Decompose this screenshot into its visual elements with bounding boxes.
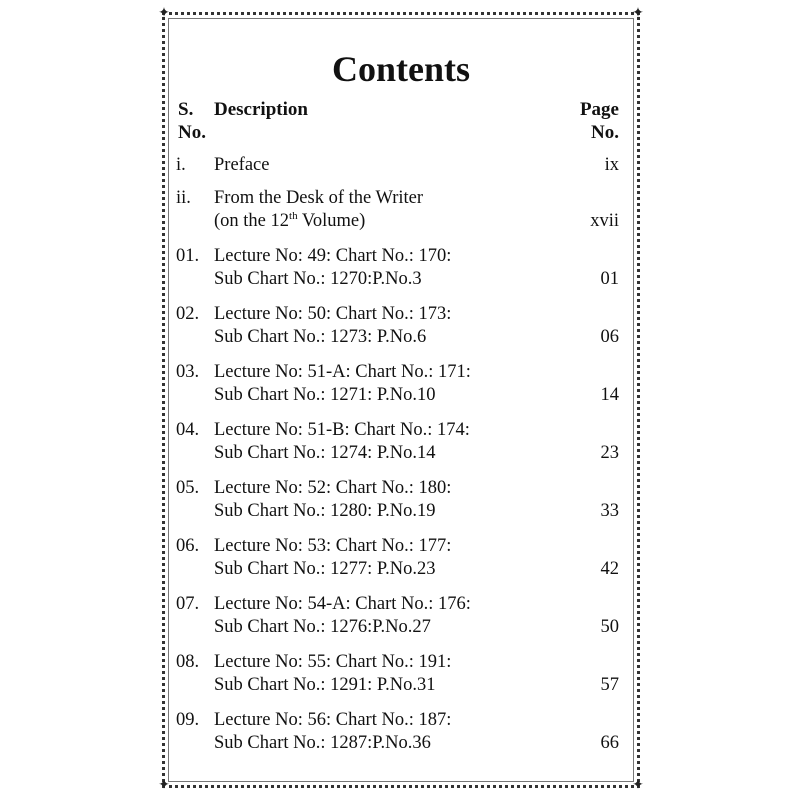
header-sno-line1: S. <box>178 99 194 120</box>
column-header-description: Description <box>214 99 308 120</box>
entry-line: Sub Chart No.: 1291: P.No.31 <box>214 675 436 695</box>
entry-description: Preface <box>214 155 270 175</box>
entry-description <box>214 535 451 581</box>
header-page-line2: No. <box>591 122 619 143</box>
entry-number: i. <box>176 155 186 175</box>
entry-line: Sub Chart No.: 1271: P.No.10 <box>214 385 436 405</box>
entry-line: Lecture No: 51-B: Chart No.: 174: <box>214 420 470 440</box>
entry-number: 05. <box>176 478 200 498</box>
entry-line: Lecture No: 50: Chart No.: 173: <box>214 304 452 324</box>
header-sno-line2: No. <box>178 122 206 143</box>
corner-ornament-icon: ✦ <box>158 6 170 21</box>
entry-page: 23 <box>600 443 619 463</box>
entry-line: Sub Chart No.: 1287:P.No.36 <box>214 733 431 753</box>
column-header-serial <box>178 98 206 144</box>
entry-description <box>214 419 470 465</box>
entry-number: 01. <box>176 246 200 266</box>
entry-line: Sub Chart No.: 1270:P.No.3 <box>214 269 422 289</box>
entry-description <box>214 245 451 291</box>
entry-number: 03. <box>176 362 200 382</box>
entry-number: 02. <box>176 304 200 324</box>
corner-ornament-icon: ✦ <box>158 778 170 793</box>
ordinal-suffix: th <box>289 209 298 222</box>
corner-ornament-icon: ✦ <box>632 6 644 21</box>
entry-description <box>214 361 471 407</box>
page-title: Contents <box>331 49 470 89</box>
entry-description <box>214 187 423 233</box>
entry-description <box>214 303 451 349</box>
entry-description <box>214 477 451 523</box>
entry-page: 14 <box>600 385 619 405</box>
entry-line: Lecture No: 49: Chart No.: 170: <box>214 246 452 266</box>
entry-line: Sub Chart No.: 1277: P.No.23 <box>214 559 436 579</box>
entry-page: 50 <box>600 617 619 637</box>
entry-line: Sub Chart No.: 1273: P.No.6 <box>214 327 427 347</box>
column-header-page <box>580 98 619 144</box>
entry-page: 01 <box>600 269 619 289</box>
corner-ornament-icon: ✦ <box>632 778 644 793</box>
entry-line: Sub Chart No.: 1274: P.No.14 <box>214 443 436 463</box>
header-page-line1: Page <box>579 99 619 120</box>
entry-page: 06 <box>600 327 619 347</box>
entry-number: 08. <box>176 652 200 672</box>
entry-description <box>214 593 471 639</box>
entry-line: Lecture No: 55: Chart No.: 191: <box>214 652 452 672</box>
entry-number: 04. <box>176 420 200 440</box>
entry-line: Lecture No: 52: Chart No.: 180: <box>214 478 452 498</box>
entry-line: Lecture No: 51-A: Chart No.: 171: <box>214 362 471 382</box>
entry-page: xvii <box>590 211 619 231</box>
entry-page: 33 <box>600 501 619 521</box>
entry-page: ix <box>604 155 619 175</box>
entry-line: Volume) <box>297 211 366 231</box>
entry-description <box>214 651 451 697</box>
entry-line: Lecture No: 54-A: Chart No.: 176: <box>214 594 471 614</box>
entry-number: 07. <box>176 594 200 614</box>
entry-description <box>214 709 451 755</box>
entry-line: From the Desk of the Writer <box>214 188 424 208</box>
entry-page: 57 <box>600 675 619 695</box>
entry-line: Lecture No: 56: Chart No.: 187: <box>214 710 452 730</box>
entry-number: 06. <box>176 536 200 556</box>
entry-number: 09. <box>176 710 200 730</box>
entry-line: Sub Chart No.: 1280: P.No.19 <box>214 501 436 521</box>
entry-number: ii. <box>176 188 191 208</box>
entry-line: Lecture No: 53: Chart No.: 177: <box>214 536 452 556</box>
entry-page: 42 <box>600 559 619 579</box>
entry-page: 66 <box>600 733 619 753</box>
entry-line: Sub Chart No.: 1276:P.No.27 <box>214 617 431 637</box>
entry-line: (on the 12 <box>214 211 290 231</box>
